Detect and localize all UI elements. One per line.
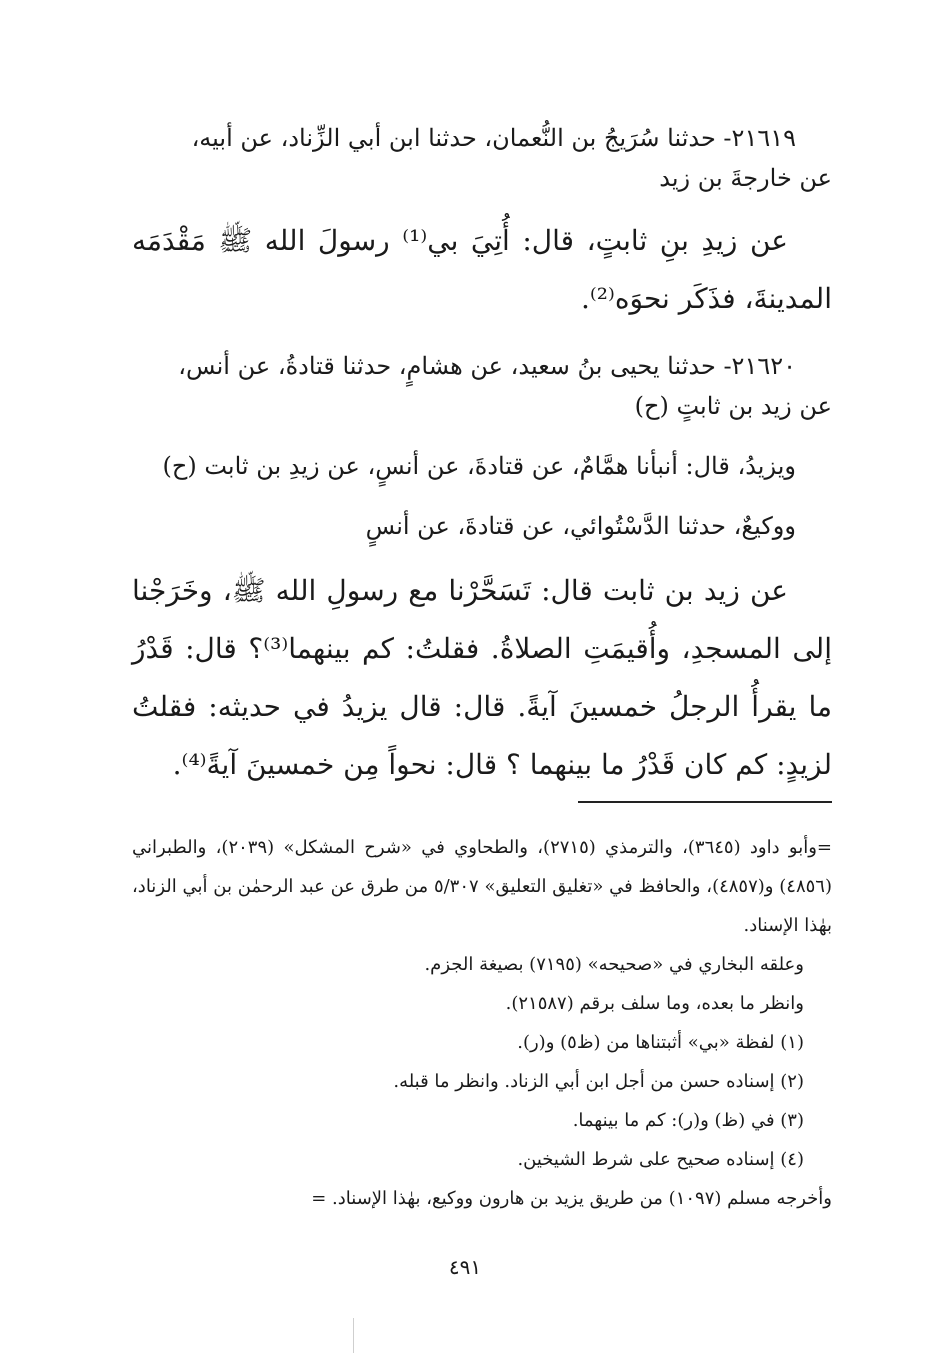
scan-gutter-line	[353, 1318, 354, 1353]
footnote-4: (٤) إسناده صحيح على شرط الشيخين.	[517, 1149, 804, 1170]
hadith-21620-isnad-line-2: عن زيد بن ثابتٍ (ح)	[634, 392, 832, 420]
page-number: ٤٩١	[448, 1255, 482, 1279]
hadith-21620-isnad-line-1: ٢١٦٢٠- حدثنا يحيى بنُ سعيد، عن هشامٍ، حدثنا قتادةُ، عن أنس،	[178, 352, 796, 380]
footnote-separator	[578, 801, 832, 803]
footnote-continuation-bukhari: وعلقه البخاري في «صحيحه» (٧١٩٥) بصيغة الجزم.	[424, 954, 804, 975]
footnote-3: (٣) في (ظ) و(ر): كم ما بينهما.	[572, 1110, 804, 1131]
hadith-21619-matn: عن زيدِ بنِ ثابتٍ، قال: أُتِيَ بي⁽¹⁾ رسولَ الله ﷺ مَقْدَمَه المدينةَ، فذَكَر نحوَه⁽²⁾.	[132, 224, 832, 315]
hadith-21619-isnad-line-1: ٢١٦١٩- حدثنا سُرَيجُ بن النُّعمان، حدثنا ابن أبي الزِّناد، عن أبيه،	[191, 124, 796, 152]
hadith-21619-isnad-line-2: عن خارجةَ بن زيد	[659, 164, 832, 192]
main-text	[132, 118, 832, 794]
footnote-continuation-see-also: وانظر ما بعده، وما سلف برقم (٢١٥٨٧).	[505, 993, 804, 1014]
hadith-21620-matn: عن زيد بن ثابت قال: تَسَحَّرْنا مع رسولِ الله ﷺ، وخَرَجْنا إلى المسجدِ، وأُقيمَتِ الصلاةُ. فقلتُ: كم بينهما⁽³⁾؟ قال: قَدْرُ ما يقرأُ الرجلُ خمسينَ آيةً. قال: قال يزيدُ في حديثه: فقلتُ لزيدٍ: كم كان قَدْرُ ما بينهما ؟ قال: نحواً مِن خمسينَ آيةً⁽⁴⁾.	[132, 574, 832, 781]
footnote-continuation: =وأبو داود (٣٦٤٥)، والترمذي (٢٧١٥)، والطحاوي في «شرح المشكل» (٢٠٣٩)، والطبراني (٤٨٥٦) و(٤٨٥٧)، والحافظ في «تغليق التعليق» ٥/٣٠٧ من طرق عن عبد الرحمٰن بن أبي الزناد، بهٰذا الإسناد.	[132, 837, 832, 936]
chain-yazid: ويزيدُ، قال: أنبأنا همَّامٌ، عن قتادةَ، عن أنسٍ، عن زيدِ بن ثابت (ح)	[162, 452, 796, 480]
footnote-1: (١) لفظة «بي» أثبتناها من (ظ٥) و(ر).	[517, 1032, 804, 1053]
footnote-2: (٢) إسناده حسن من أجل ابن أبي الزناد. وانظر ما قبله.	[393, 1071, 804, 1092]
footnotes	[132, 828, 832, 1218]
footnote-4-continuation: وأخرجه مسلم (١٠٩٧) من طريق يزيد بن هارون ووكيع، بهٰذا الإسناد. =	[311, 1188, 832, 1209]
chain-waki: ووكيعٌ، حدثنا الدَّسْتُوائي، عن قتادةَ، عن أنسٍ	[365, 512, 796, 540]
